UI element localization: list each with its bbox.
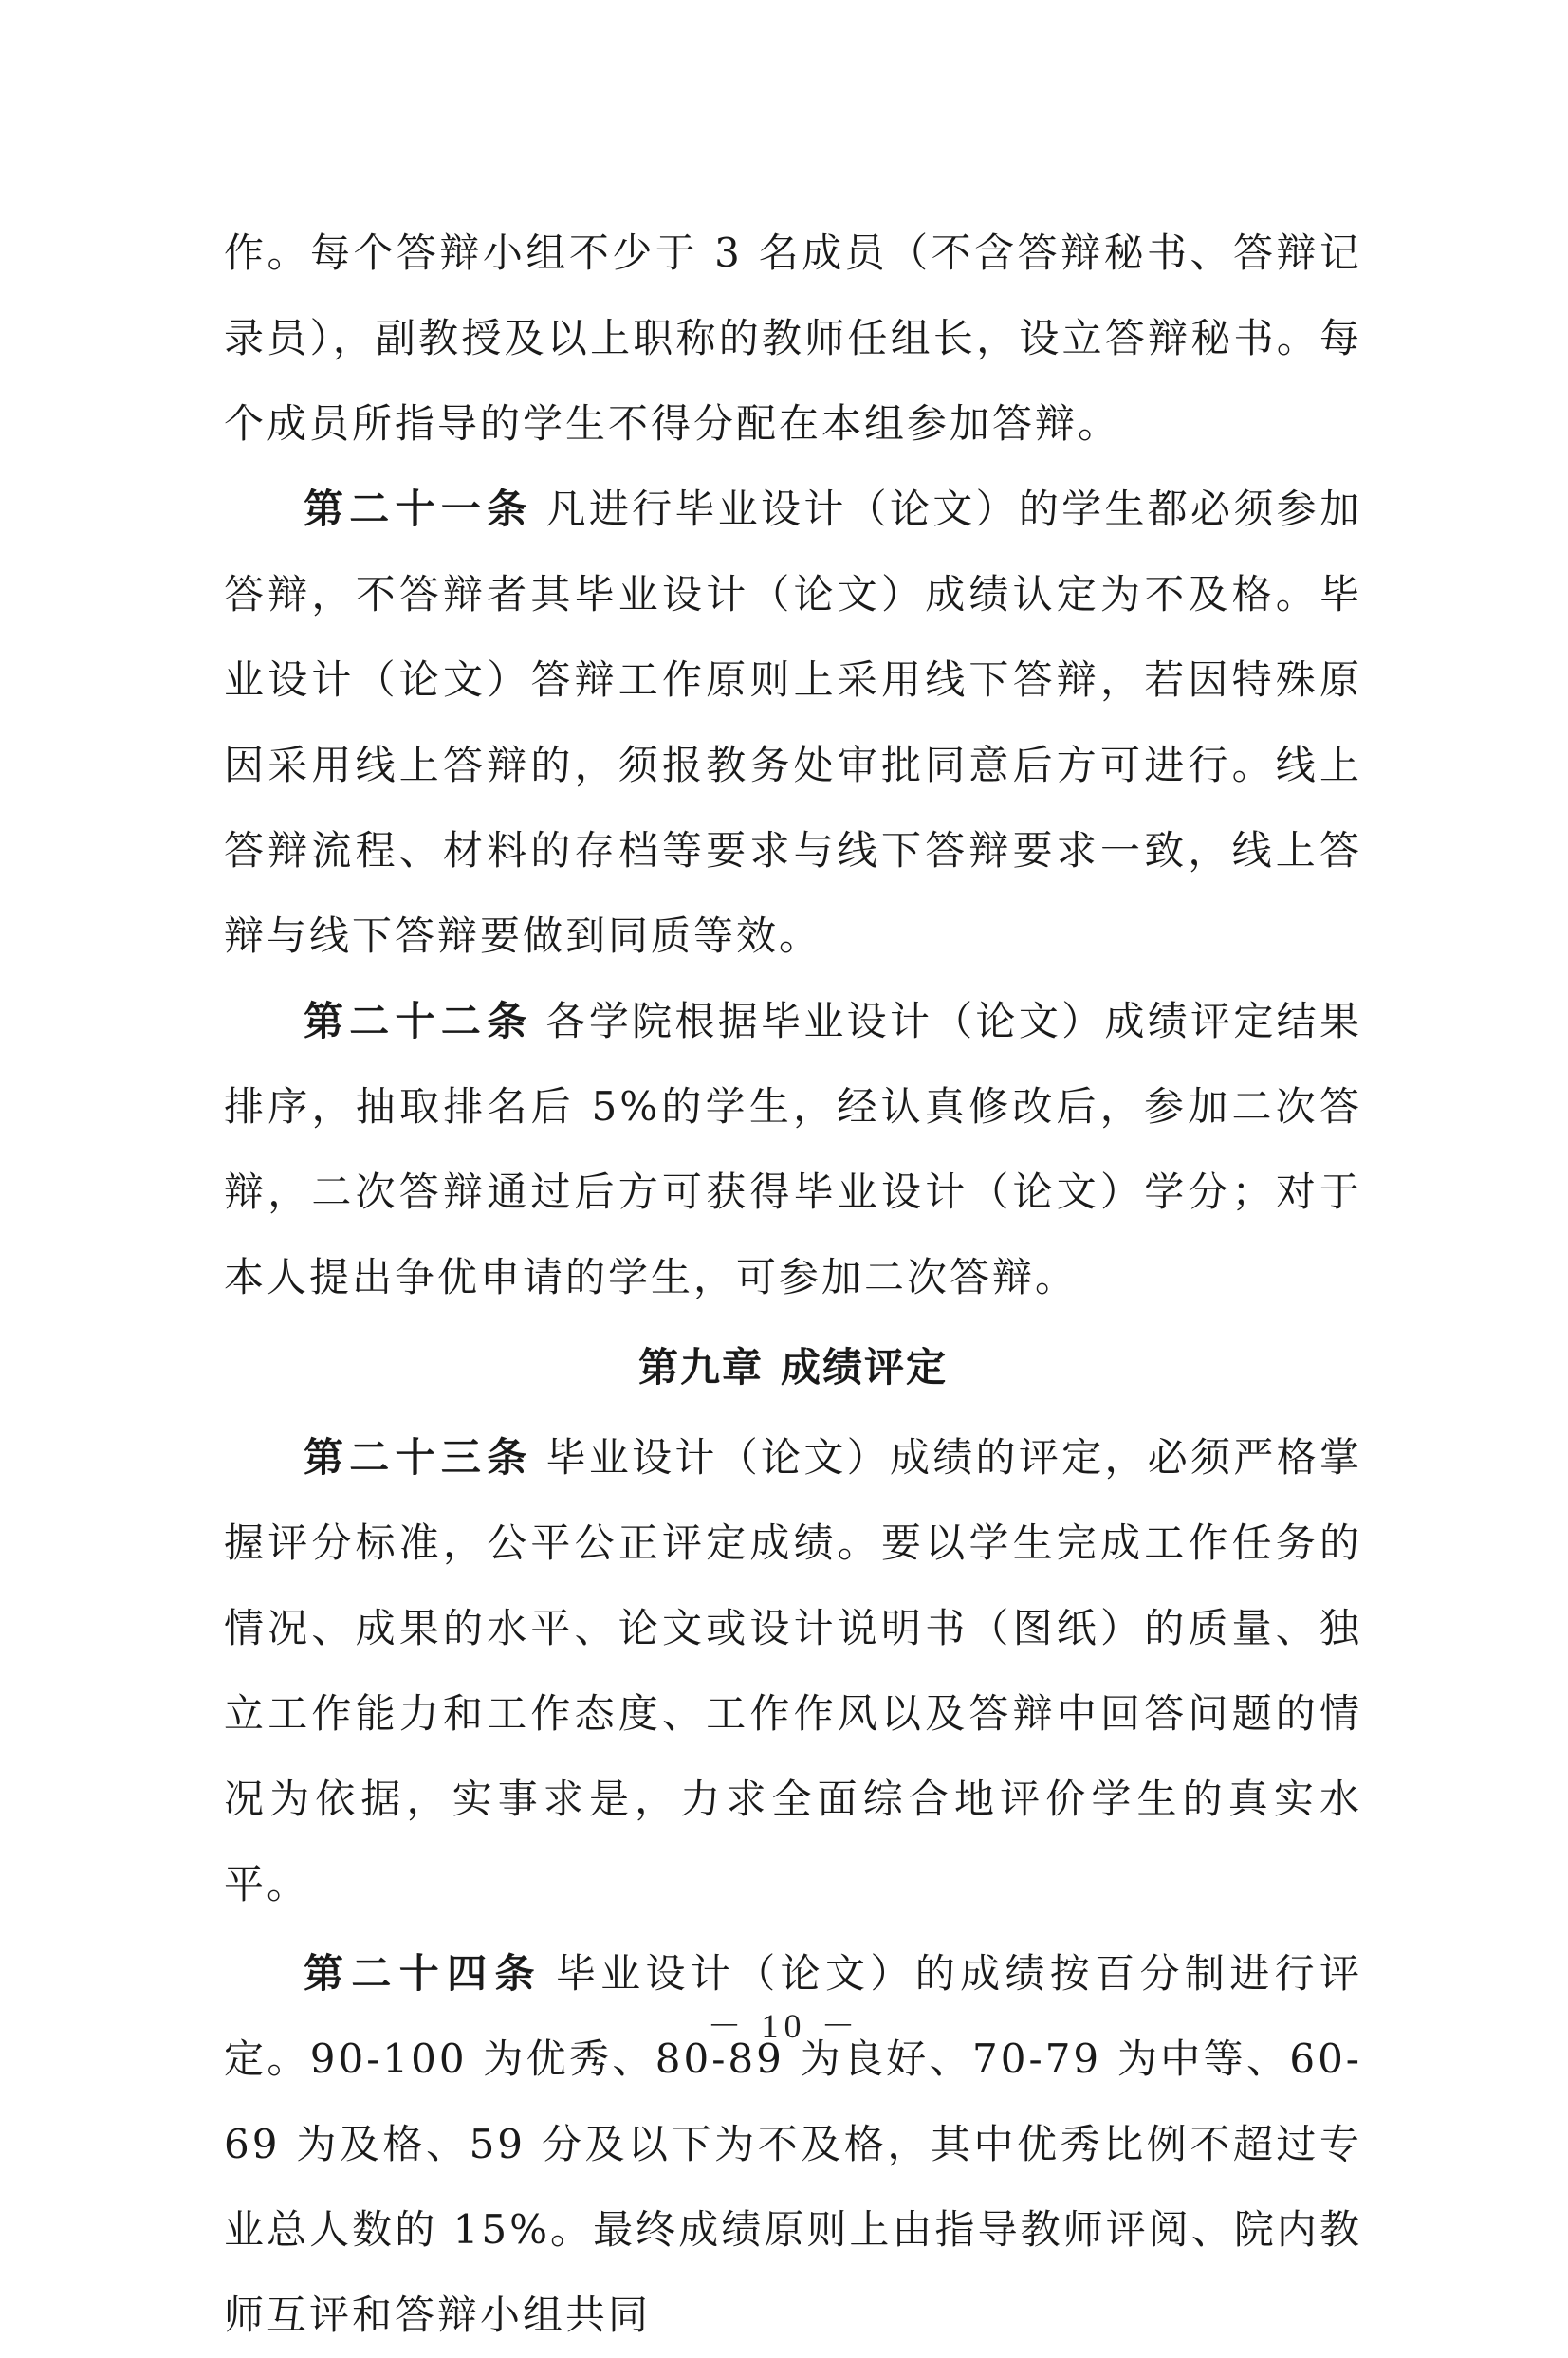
article-22 bbox=[224, 979, 1362, 1320]
chapter-number: 第九章 bbox=[637, 1344, 764, 1391]
article-number: 第二十一条 bbox=[304, 486, 533, 532]
page-number: － 10 － bbox=[707, 2007, 861, 2045]
article-number: 第二十二条 bbox=[304, 998, 533, 1044]
paragraph-continuation bbox=[224, 211, 1362, 467]
article-21 bbox=[224, 467, 1362, 979]
article-text: 毕业设计（论文）成绩的评定，必须严格掌握评分标准，公平公正评定成绩。要以学生完成工作任务的情况、成果的水平、论文或设计说明书（图纸）的质量、独立工作能力和工作态度、工作作风以及答辩中回答问题的情况为依据，实事求是，力求全面综合地评价学生的真实水平。 bbox=[224, 1434, 1362, 1907]
article-text: 凡进行毕业设计（论文）的学生都必须参加答辩，不答辩者其毕业设计（论文）成绩认定为不及格。毕业设计（论文）答辩工作原则上采用线下答辩，若因特殊原因采用线上答辩的，须报教务处审批同意后方可进行。线上答辩流程、材料的存档等要求与线下答辩要求一致，线上答辩与线下答辩要做到同质等效。 bbox=[224, 486, 1362, 959]
chapter-heading bbox=[224, 1320, 1362, 1415]
article-text: 各学院根据毕业设计（论文）成绩评定结果排序，抽取排名后 5%的学生，经认真修改后，参加二次答辩，二次答辩通过后方可获得毕业设计（论文）学分；对于本人提出争优申请的学生，可参加二次答辩。 bbox=[224, 998, 1362, 1300]
article-23 bbox=[224, 1415, 1362, 1927]
article-24 bbox=[224, 1931, 1362, 2358]
chapter-title: 成绩评定 bbox=[781, 1344, 949, 1391]
article-number: 第二十四条 bbox=[304, 1950, 543, 1997]
paragraph-text: 作。每个答辩小组不少于 3 名成员（不含答辩秘书、答辩记录员），副教授及以上职称的教师任组长，设立答辩秘书。每个成员所指导的学生不得分配在本组参加答辩。 bbox=[224, 230, 1362, 447]
article-text: 毕业设计（论文）的成绩按百分制进行评定。90-100 为优秀、80-89 为良好、70-79 为中等、60-69 为及格、59 分及以下为不及格，其中优秀比例不超过专业总人数的 15%。最终成绩原则上由指导教师评阅、院内教师互评和答辩小组共同 bbox=[224, 1950, 1362, 2338]
article-number: 第二十三条 bbox=[304, 1434, 533, 1481]
